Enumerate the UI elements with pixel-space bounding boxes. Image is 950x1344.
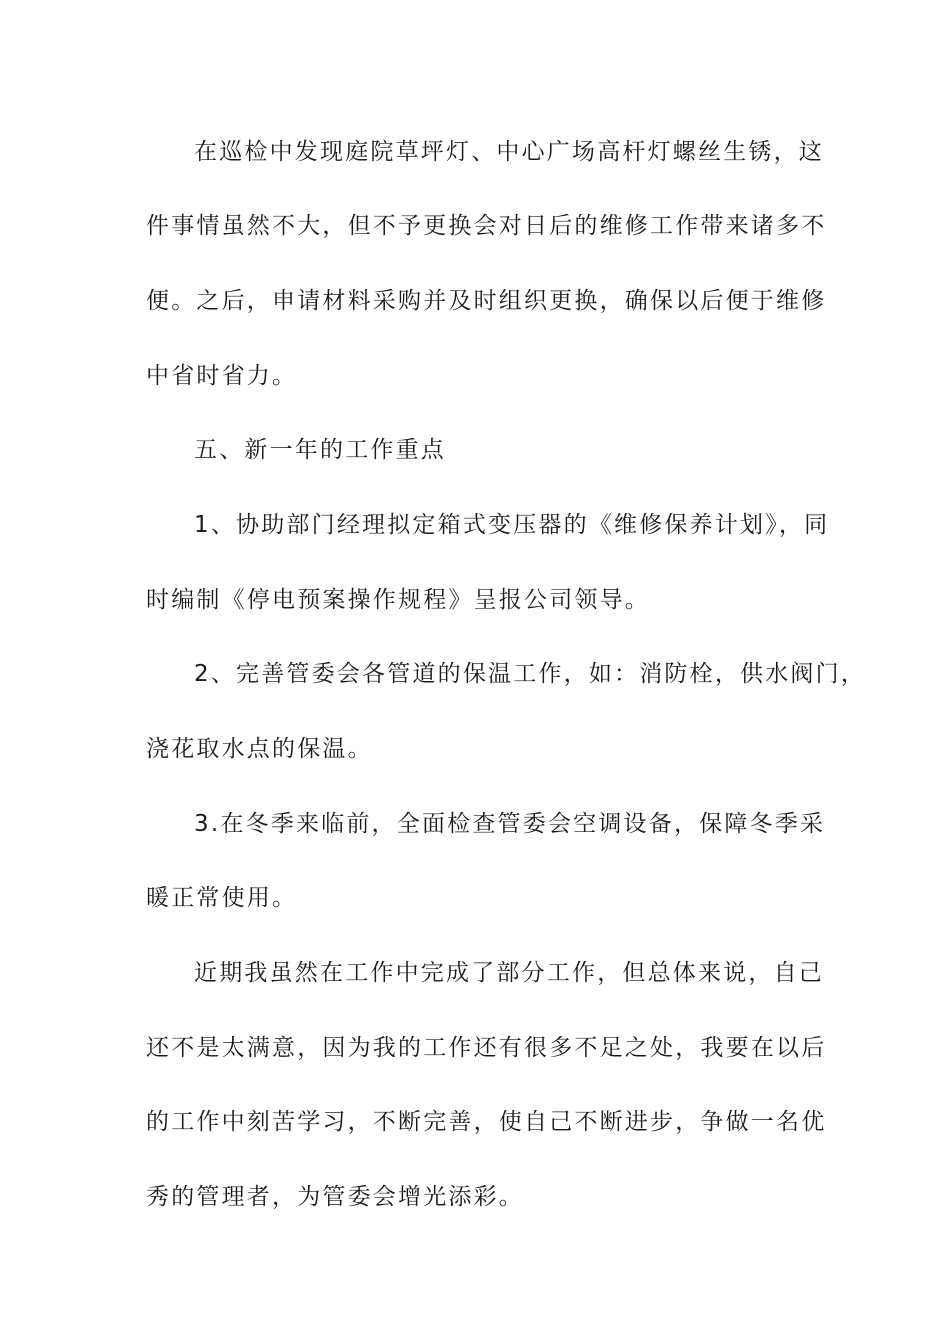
text-line: 浇花取水点的保温。	[146, 736, 373, 762]
text-line: 件事情虽然不大，但不予更换会对日后的维修工作带来诸多不	[146, 213, 827, 239]
text-line: 中省时省力。	[146, 363, 298, 389]
text-line: 秀的管理者，为管委会增光添彩。	[146, 1184, 524, 1210]
text-line: 暖正常使用。	[146, 885, 298, 911]
text-line: 2、完善管委会各管道的保温工作，如：消防栓，供水阀门，	[194, 661, 867, 687]
text-line: 1、协助部门经理拟定箱式变压器的《维修保养计划》，同	[194, 512, 830, 538]
section-heading: 五、新一年的工作重点	[194, 437, 446, 463]
text-line: 便。之后，申请材料采购并及时组织更换，确保以后便于维修	[146, 288, 827, 314]
text-line: 3.在冬季来临前，全面检查管委会空调设备，保障冬季采	[194, 811, 826, 837]
text-line: 在巡检中发现庭院草坪灯、中心广场高杆灯螺丝生锈，这	[194, 139, 824, 165]
text-line: 时编制《停电预案操作规程》呈报公司领导。	[146, 587, 650, 613]
text-line: 还不是太满意，因为我的工作还有很多不足之处，我要在以后	[146, 1035, 827, 1061]
text-line: 近期我虽然在工作中完成了部分工作，但总体来说，自己	[194, 960, 824, 986]
text-line: 的工作中刻苦学习，不断完善，使自己不断进步，争做一名优	[146, 1109, 827, 1135]
